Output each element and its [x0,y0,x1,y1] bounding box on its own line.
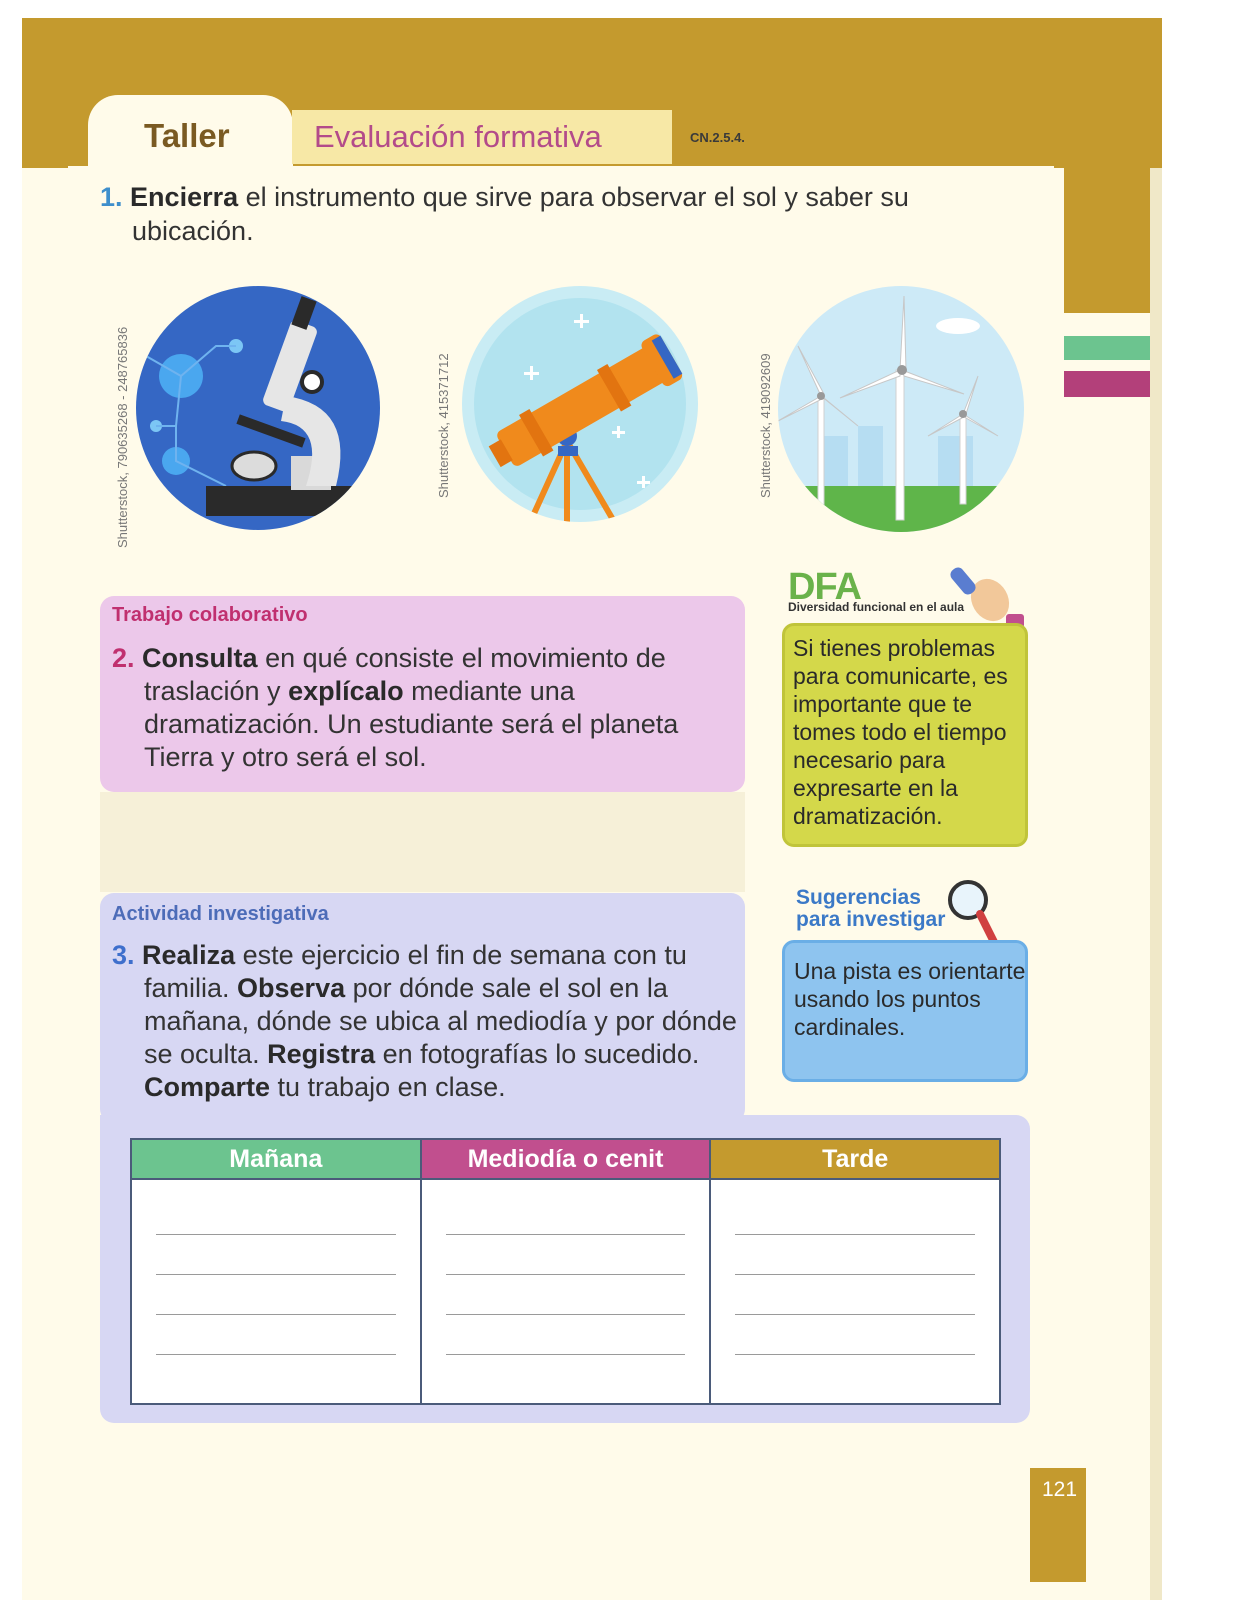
writing-line[interactable] [735,1354,975,1355]
magnifier-icon [944,876,1000,948]
investigative-activity-box [100,893,745,1123]
question-number: 3. [112,940,135,970]
question-text: en fotografías lo sucedido. [375,1039,700,1069]
suggestions-title-line: para investigar [796,908,946,931]
question-keyword: Realiza [142,940,236,970]
question-text: por dónde sale el sol en la mañana, dónde se ubica al mediodía y por dónde se oculta. [144,973,737,1069]
writing-line[interactable] [156,1274,396,1275]
question-2 [112,642,742,774]
writing-line[interactable] [446,1234,686,1235]
question-1 [100,180,1000,248]
observation-table [130,1138,1001,1405]
curriculum-code: CN.2.5.4. [690,130,745,145]
question-text: este ejercicio el fin de semana con tu familia. [144,940,687,1003]
dfa-logo: DFA [788,566,861,608]
collaborative-work-header: Trabajo colaborativo [112,604,308,626]
suggestions-box [782,940,1028,1082]
writing-line[interactable] [156,1314,396,1315]
question-text: en qué consiste el movimiento de traslación y [144,643,666,706]
image-credit-3: Shutterstock, 419092609 [758,353,773,498]
question-keyword: explícalo [288,676,404,706]
table-column-morning [132,1140,422,1403]
page-edge [1150,168,1162,1600]
writing-line[interactable] [735,1274,975,1275]
question-text: mediante una dramatización. Un estudiante será el planeta Tierra y otro será el sol. [144,676,679,772]
image-credit-1: Shutterstock, 790635268 - 248765836 [115,326,130,548]
dfa-text: Si tienes problemas para comunicarte, es importante que te tomes todo el tiempo necesario para expresarte en la dramatización. [793,635,1008,829]
writing-line[interactable] [735,1314,975,1315]
green-stripe [1064,336,1150,360]
suggestions-text: Una pista es orientarte usando los puntos cardinales. [794,958,1026,1040]
investigative-activity-header: Actividad investigativa [112,903,329,925]
image-credit-2: Shutterstock, 415371712 [436,353,451,498]
column-header-morning: Mañana [132,1140,420,1180]
column-header-afternoon: Tarde [711,1140,999,1180]
dfa-subtitle: Diversidad funcional en el aula [788,600,965,614]
question-keyword: Observa [237,973,346,1003]
column-header-noon: Mediodía o cenit [422,1140,710,1180]
writing-line[interactable] [446,1274,686,1275]
question-text: tu trabajo en clase. [270,1072,506,1102]
writing-line[interactable] [446,1314,686,1315]
question-3 [112,939,742,1104]
writing-line[interactable] [156,1234,396,1235]
section-title: Evaluación formativa [292,110,672,164]
wind-turbine-icon[interactable] [778,286,1024,532]
question-text: el instrumento que sirve para observar el sol y saber su ubicación. [132,182,909,246]
question-number: 2. [112,643,135,673]
side-band [1064,18,1162,313]
question-keyword: Comparte [144,1072,271,1102]
telescope-icon[interactable] [462,286,698,522]
question-keyword: Registra [267,1039,376,1069]
table-column-noon [422,1140,712,1403]
suggestions-title [796,887,945,931]
table-column-afternoon [711,1140,999,1403]
taller-tab: Taller [88,95,293,167]
question-keyword: Consulta [142,643,258,673]
writing-line[interactable] [446,1354,686,1355]
question-keyword: Encierra [130,182,239,212]
page-number: 121 [1030,1468,1086,1582]
question-number: 1. [100,182,123,212]
collaborative-work-box [100,596,745,792]
suggestions-title-line: Sugerencias [796,886,921,909]
dfa-box [782,623,1028,847]
blank-area [100,792,745,892]
writing-line[interactable] [735,1234,975,1235]
writing-line[interactable] [156,1354,396,1355]
pink-stripe [1064,371,1150,397]
microscope-icon[interactable] [136,286,380,530]
